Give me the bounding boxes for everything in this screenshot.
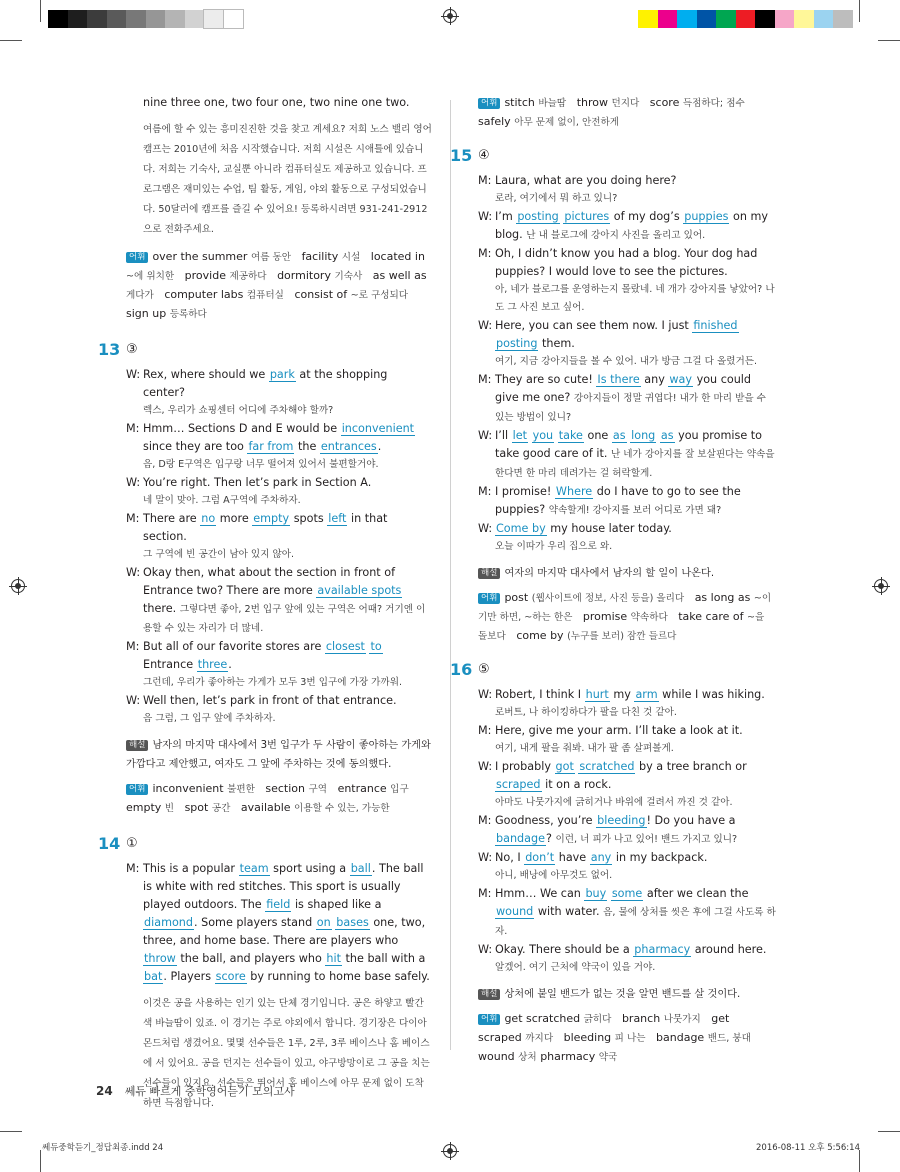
page-number: 24 bbox=[96, 1084, 113, 1098]
grayscale-color-bar bbox=[48, 10, 243, 28]
crop-mark bbox=[40, 1150, 41, 1172]
question-number: 15 bbox=[450, 146, 473, 165]
vocabulary-block: 어휘 over the summer 여름 동안 facility 시설 located in ~에 위치한 provide 제공하다 dormitory 기숙사 as well as 게다가 computer labs 컴퓨터실 consist of ~로 구성되다 sign up 등록하다 bbox=[126, 250, 427, 320]
vocab-tag: 어휘 bbox=[126, 252, 148, 263]
crop-mark bbox=[0, 1131, 22, 1132]
column-divider bbox=[450, 100, 451, 1050]
vocab-tag: 어휘 bbox=[126, 784, 148, 795]
crop-mark bbox=[859, 0, 860, 22]
process-color-bar bbox=[638, 10, 853, 28]
monologue: M: This is a popular team sport using a ball. The ball is white with red stitches. This sport is usually played outdoors. The field is shaped like a diamond. Some players stand on bases one, two, three, and home base. There are players who throw the ball, and players who hit the ball with a bat. Players score by running to home base safely. bbox=[126, 862, 430, 983]
book-title: 쎄듀 빠르게 중학영어듣기 모의고사 bbox=[124, 1085, 295, 1098]
question-number: 13 bbox=[98, 340, 121, 359]
vocab-tag: 어휘 bbox=[478, 98, 500, 109]
answer-mark: ① bbox=[126, 836, 138, 851]
explanation-block: 해설 상처에 붙일 밴드가 없는 것을 알면 밴드를 살 것이다. bbox=[478, 985, 776, 1004]
registration-mark-icon bbox=[443, 9, 457, 23]
dialogue: W: Robert, I think I hurt my arm while I was hiking. 로버트, 나 하이킹하다가 팔을 다친 것 같아. M: Here, give me your arm. I’ll take a look at it. 여기, 내게 팔을 줘봐. 내가 팔 좀 살펴볼게. W: I probably got scratched by a tree branch or scraped it on a rock. 아마도 나뭇가지에 긁히거나 바위에 걸려서 까진 것 같아. M: Goodness, you’re bleeding! Do you have a bandage? 이런, 너 피가 나고 있어! 밴드 가지고 있니? W: No, I don’t have any in my backpack. 아니, 배낭에 아무것도 없어. M: Hmm… We can buy some after we clean the wound with water. 음, 물에 상처를 씻은 후에 그걸 사도록 하자. W: Okay. There should be a pharmacy around here. 알겠어. 여기 근처에 약국이 있을 거야. bbox=[478, 688, 776, 973]
korean-translation: 이것은 공을 사용하는 인기 있는 단체 경기입니다. 공은 하얗고 빨간색 바늘땀이 있죠. 이 경기는 주로 야외에서 합니다. 경기장은 다이아몬드처럼 생겼어요. 몇몇 선수들은 1루, 2루, 3루 베이스나 홈 베이스에 서 있어요. 공을 던지는 선수들이 있고, 야구방망이로 그 공을 치는 선수들이 있지요. 선수들은 뛰어서 홈 베이스에 아무 문제 없이 도착하면 득점합니다. bbox=[143, 998, 430, 1109]
vocabulary-block: 어휘 post (웹사이트에 정보, 사진 등을) 올리다 as long as ~이기만 하면, ~하는 한은 promise 약속하다 take care of ~을 돌보다 come by (누구를 보러) 잠깐 들르다 bbox=[478, 591, 772, 642]
dialogue: W: Rex, where should we park at the shopping center? 렉스, 우리가 쇼핑센터 어디에 주차해야 할까? M: Hmm… Sections D and E would be inconvenient since they are too far from the entrances. 음, D랑 E구역은 입구랑 너무 떨어져 있어서 불편할거야. W: You’re right. Then let’s park in Section A. 네 말이 맞아. 그럼 A구역에 주차하자. M: There are no more empty spots left in that section. 그 구역에 빈 공간이 남아 있지 않아. W: Okay then, what about the section in front of Entrance two? There are more available spots there. 그렇다면 좋아, 2번 입구 앞에 있는 구역은 어때? 거기엔 이용할 수 있는 자리가 더 많네. M: But all of our favorite stores are closest to Entrance three. 그런데, 우리가 좋아하는 가게가 모두 3번 입구에 가장 가까워. W: Well then, let’s park in front of that entrance. 음 그럼, 그 입구 앞에 주차하자. bbox=[126, 368, 426, 724]
slug-date: 2016-08-11 오후 5:56:14 bbox=[756, 1143, 860, 1153]
korean-translation: 여름에 할 수 있는 흥미진진한 것을 찾고 계세요? 저희 노스 밸리 영어 캠프는 2010년에 처음 시작했습니다. 저희 시설은 시애틀에 있습니다. 저희는 기숙사, 교실뿐 아니라 컴퓨터실도 제공하고 있습니다. 프로그램은 재미있는 수업, 팀 활동, 게임, 야외 활동으로 구성되었습니다. 50달러에 캠프를 즐길 수 있어요! 등록하시려면 931-241-2912으로 전화주세요. bbox=[143, 124, 432, 235]
vocabulary-block: 어휘 stitch 바늘땀 throw 던지다 score 득점하다; 점수 safely 아무 문제 없이, 안전하게 bbox=[478, 96, 745, 128]
registration-mark-icon bbox=[443, 1144, 457, 1158]
right-column bbox=[450, 94, 776, 1067]
question-header bbox=[450, 144, 776, 168]
vocab-tag: 어휘 bbox=[478, 1014, 500, 1025]
question-number: 14 bbox=[98, 834, 121, 853]
answer-mark: ⑤ bbox=[478, 662, 490, 677]
explanation-block: 해설 여자의 마지막 대사에서 남자의 할 일이 나온다. bbox=[478, 564, 776, 583]
registration-mark-icon bbox=[874, 579, 888, 593]
dialogue: M: Laura, what are you doing here? 로라, 여기에서 뭐 하고 있니? W: I’m posting pictures of my dog’s puppies on my blog. 난 내 블로그에 강아지 사진을 올리고 있어. M: Oh, I didn’t know you had a blog. Your dog had puppies? I would love to see the pictures. 아, 네가 블로그를 운영하는지 몰랐네. 네 개가 강아지를 낳았어? 나도 그 사진 보고 싶어. W: Here, you can see them now. I just finished posting them. 여기, 지금 강아지들을 볼 수 있어. 내가 방금 그걸 다 올렸거든. M: They are so cute! Is there any way you could give me one? 강아지들이 정말 귀엽다! 내가 한 마리 받을 수 있는 방법이 있니? W: I’ll let you take one as long as you promise to take good care of it. 난 네가 강아지를 잘 보살핀다는 약속을 한다면 한 마리 데려가는 걸 허락할게. M: I promise! Where do I have to go to see the puppies? 약속할게! 강아지를 보러 어디로 가면 돼? W: Come by my house later today. 오늘 이따가 우리 집으로 와. bbox=[478, 174, 775, 552]
left-column bbox=[98, 94, 432, 1114]
crop-mark bbox=[40, 0, 41, 22]
answer-mark: ③ bbox=[126, 342, 138, 357]
crop-mark bbox=[859, 1150, 860, 1172]
question-header bbox=[450, 658, 776, 682]
crop-mark bbox=[878, 40, 900, 41]
question-number: 16 bbox=[450, 660, 473, 679]
crop-mark bbox=[0, 40, 22, 41]
slug-filename: 쎄듀중학듣기_정답최종.indd 24 bbox=[42, 1143, 164, 1153]
vocabulary-block: 어휘 inconvenient 불편한 section 구역 entrance 입구 empty 빈 spot 공간 available 이용할 수 있는, 가능한 bbox=[126, 782, 409, 814]
vocab-tag: 어휘 bbox=[478, 593, 500, 604]
script-line: nine three one, two four one, two nine one two. bbox=[143, 96, 410, 109]
explanation-tag: 해설 bbox=[126, 740, 148, 751]
explanation-block: 해설 남자의 마지막 대사에서 3번 입구가 두 사람이 좋아하는 가게와 가깝다고 제안했고, 여자도 그 앞에 주차하는 것에 동의했다. bbox=[126, 740, 431, 770]
page-footer bbox=[96, 1083, 295, 1099]
vocabulary-block: 어휘 get scratched 긁히다 branch 나뭇가지 get scraped 까지다 bleeding 피 나는 bandage 밴드, 붕대 wound 상처 pharmacy 약국 bbox=[478, 1012, 751, 1063]
crop-mark bbox=[878, 1131, 900, 1132]
question-header bbox=[98, 338, 432, 362]
question-header bbox=[98, 832, 432, 856]
explanation-tag: 해설 bbox=[478, 989, 500, 1000]
registration-mark-icon bbox=[11, 579, 25, 593]
answer-mark: ④ bbox=[478, 148, 490, 163]
explanation-tag: 해설 bbox=[478, 568, 500, 579]
